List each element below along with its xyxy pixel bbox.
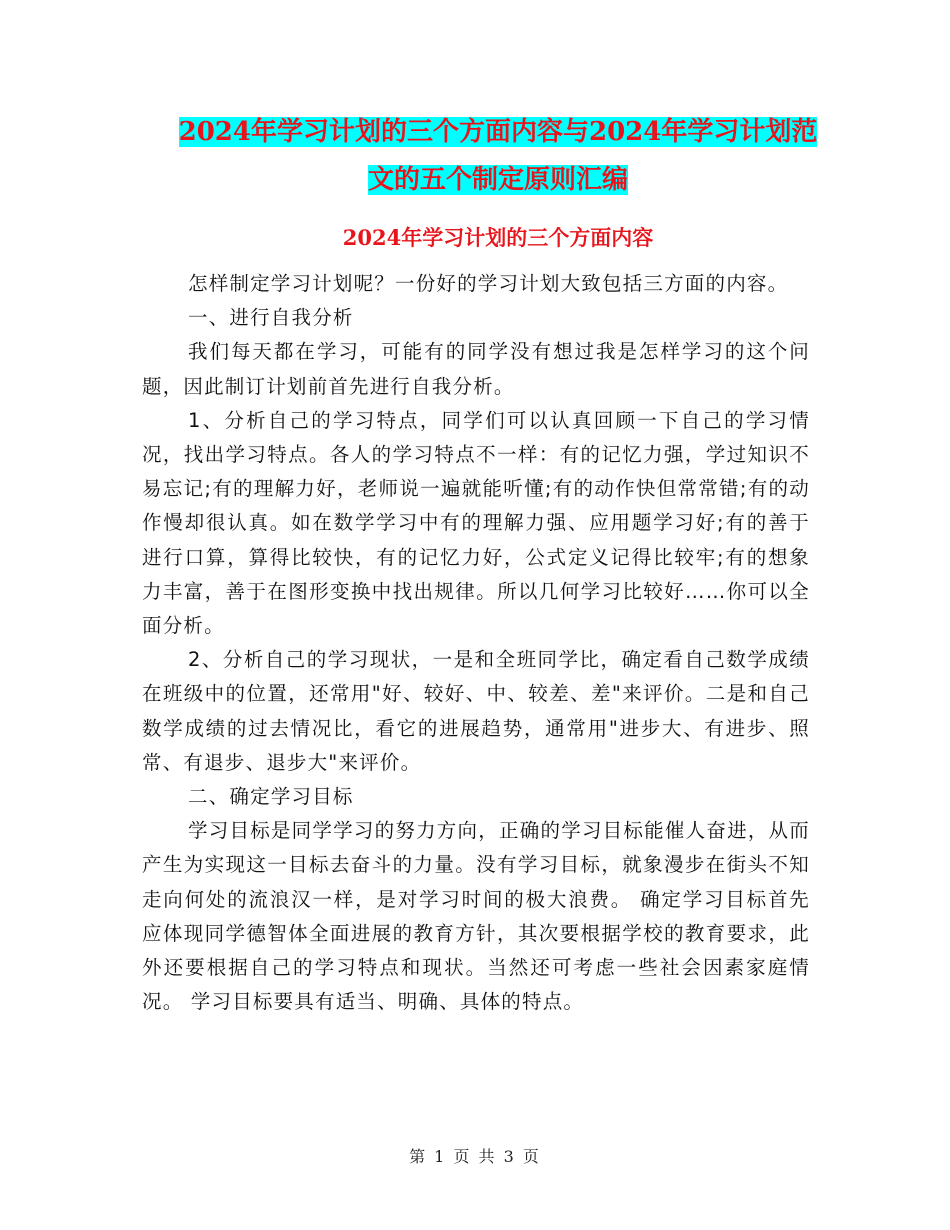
section-title: 2024年学习计划的三个方面内容 [342, 225, 654, 250]
document-title [120, 108, 876, 204]
document-title-line-2: 文的五个制定原则汇编 [367, 165, 628, 195]
page-footer: 第 1 页 共 3 页 [409, 1147, 541, 1166]
paragraph-self-analysis: 我们每天都在学习，可能有的同学没有想过我是怎样学习的这个问题，因此制订计划前首先进行自我分析。 [142, 340, 810, 398]
document-body [142, 267, 810, 1019]
heading-self-analysis: 一、进行自我分析 [188, 306, 354, 330]
heading-learning-goals: 二、确定学习目标 [188, 785, 354, 809]
paragraph-intro: 怎样制定学习计划呢？一份好的学习计划大致包括三方面的内容。 [188, 272, 789, 295]
paragraph-learning-status: 2、分析自己的学习现状，一是和全班同学比，确定看自己数学成绩在班级中的位置，还常用"好、较好、中、较差、差"来评价。二是和自己数学成绩的过去情况比，看它的进展趋势，通常用"进步大、有进步、照常、有退步、退步大"来评价。 [142, 648, 810, 774]
paragraph-learning-goals: 学习目标是同学学习的努力方向，正确的学习目标能催人奋进，从而产生为实现这一目标去奋斗的力量。没有学习目标，就象漫步在街头不知走向何处的流浪汉一样，是对学习时间的极大浪费。 确定学习目标首先应体现同学德智体全面进展的教育方针，其次要根据学校的教育要求，此外还要根据自己的学习特点和现状。当然还可考虑一些社会因素家庭情况。 学习目标要具有适当、明确、具体的特点。 [142, 819, 810, 1014]
paragraph-learning-traits: 1、分析自己的学习特点，同学们可以认真回顾一下自己的学习情况，找出学习特点。各人的学习特点不一样：有的记忆力强，学过知识不易忘记;有的理解力好，老师说一遍就能听懂;有的动作快但常常错;有的动作慢却很认真。如在数学学习中有的理解力强、应用题学习好;有的善于进行口算，算得比较快，有的记忆力好，公式定义记得比较牢;有的想象力丰富，善于在图形变换中找出规律。所以几何学习比较好……你可以全面分析。 [142, 408, 810, 638]
document-title-line-1: 2024年学习计划的三个方面内容与2024年学习计划范 [178, 117, 818, 147]
